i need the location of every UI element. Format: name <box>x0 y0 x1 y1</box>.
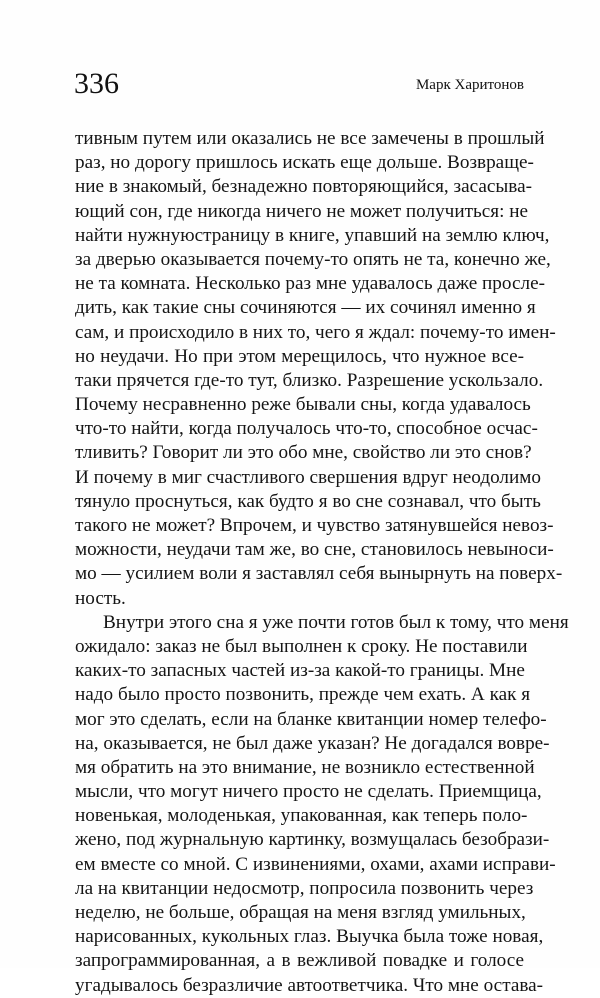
text-line: можности, неудачи там же, во сне, становилось невыноси- <box>75 539 554 561</box>
body-text <box>75 127 569 998</box>
text-line: что-то найти, когда получалось что-то, способное осчас- <box>75 418 538 440</box>
text-line: ла на квитанции недосмотр, попросила позвонить через <box>75 877 534 899</box>
text-line: такого не может? Впрочем, и чувство затянувшейся невоз- <box>75 515 554 536</box>
text-line: мог это сделать, если на бланке квитанции номер телефо- <box>75 708 547 730</box>
text-line: ющий сон, где никогда ничего не может получиться: не <box>75 200 528 222</box>
text-line: мысли, что могут ничего просто не сделать. Приемщица, <box>75 781 542 803</box>
text-line: Почему несравненно реже бывали сны, когда удавалось <box>75 394 531 416</box>
text-line-paragraph-start: Внутри этого сна я уже почти готов был к тому, что меня <box>103 611 569 633</box>
page-header <box>74 66 524 102</box>
text-line: новенькая, молоденькая, упакованная, как теперь поло- <box>75 805 528 827</box>
text-line: тливить? Говорит ли это обо мне, свойство ли это снов? <box>75 442 532 464</box>
text-line: дить, как такие сны сочиняются — их сочинял именно я <box>75 297 536 319</box>
text-line: тянуло проснуться, как будто я во сне сознавал, что быть <box>75 490 541 512</box>
text-line: ожидало: заказ не был выполнен к сроку. Не поставили <box>75 635 528 657</box>
text-line: угадывалось безразличие автоответчика. Что мне остава- <box>75 974 544 996</box>
text-line: мя обратить на это внимание, не возникло естественной <box>75 756 535 778</box>
text-line: на, оказывается, не был даже указан? Не догадался вовре- <box>75 732 550 754</box>
text-line: не та комната. Несколько раз мне удавалось даже просле- <box>75 273 545 295</box>
text-line: ние в знакомый, безнадежно повторяющийся, засасыва- <box>75 176 533 198</box>
text-line: но неудачи. Но при этом мерещилось, что нужное все- <box>75 345 524 367</box>
text-line: каких-то запасных частей из-за какой-то границы. Мне <box>75 660 525 682</box>
text-line: сам, и происходило в них то, чего я ждал: почему-то имен- <box>75 321 556 343</box>
text-line: найти нужнуюстраницу в книге, упавший на землю ключ, <box>75 224 550 246</box>
text-line: таки прячется где-то тут, близко. Разрешение ускользало. <box>75 369 544 391</box>
text-line: раз, но дорогу пришлось искать еще дольше. Возвраще- <box>75 152 534 174</box>
text-line: неделю, не больше, обращая на меня взгляд умильных, <box>75 902 526 923</box>
text-line: нарисованных, кукольных глаз. Выучка была тоже новая, <box>75 926 544 948</box>
text-line: за дверью оказывается почему-то опять не та, конечно же, <box>75 248 551 270</box>
text-line: ем вместе со мной. С извинениями, охами, ахами исправи- <box>75 853 556 875</box>
text-line: жено, под журнальную картинку, возмущалась безобрази- <box>75 829 550 851</box>
text-line: ность. <box>75 587 126 609</box>
text-line: мо — усилием воли я заставлял себя вынырнуть на поверх- <box>75 563 563 585</box>
text-line: тивным путем или оказались не все замечены в прошлый <box>75 128 545 149</box>
page-number: 336 <box>74 67 119 100</box>
text-line: надо было просто позвонить, прежде чем ехать. А как я <box>75 684 531 706</box>
text-line: И почему в миг счастливого свершения вдруг неодолимо <box>75 466 541 488</box>
running-head-author: Марк Харитонов <box>415 77 524 93</box>
text-line: запрограммированная, а в вежливой повадке и голосе <box>75 950 524 972</box>
